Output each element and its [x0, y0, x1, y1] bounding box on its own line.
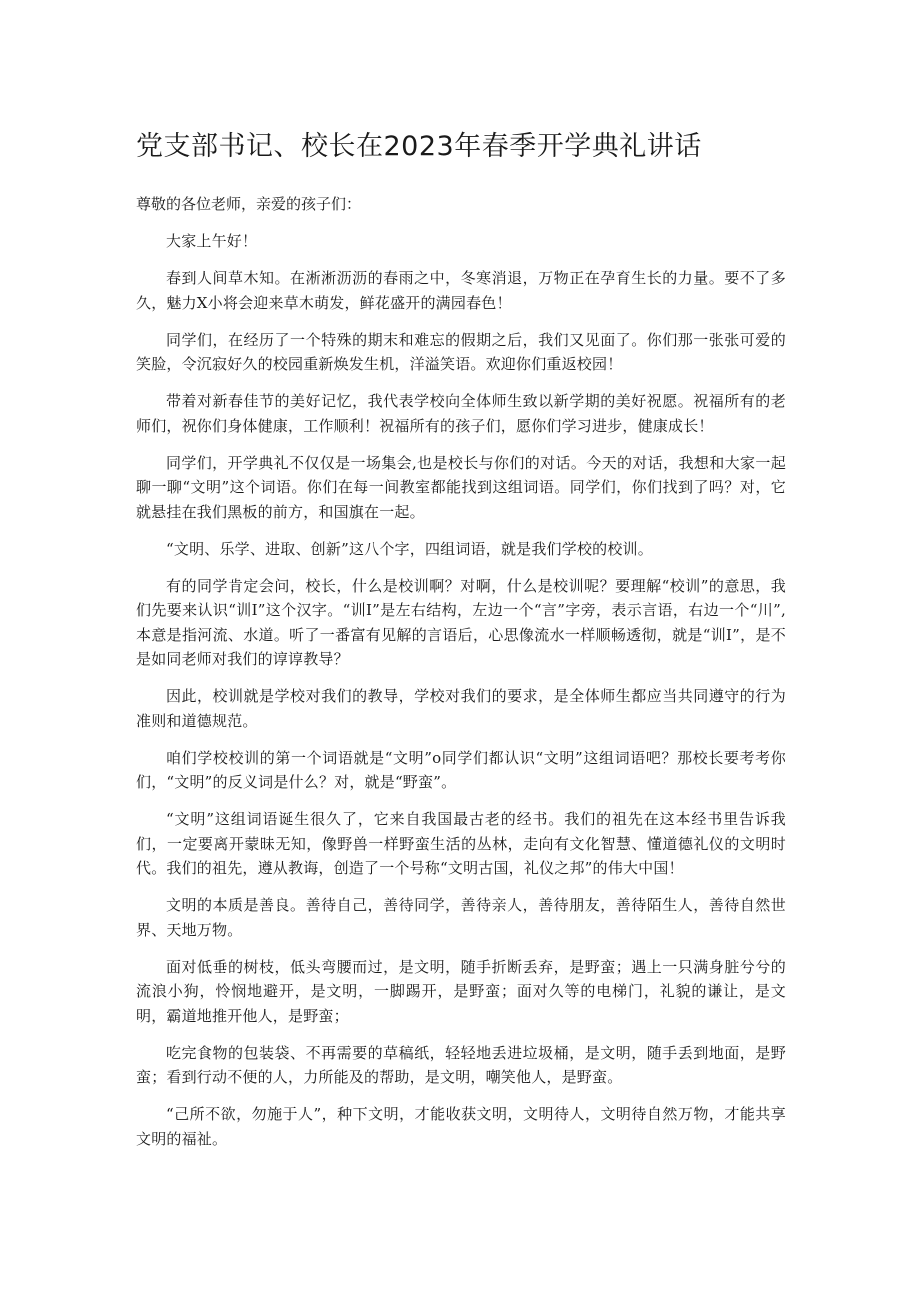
document-title: 党支部书记、校长在2023年春季开学典礼讲话	[136, 131, 702, 162]
paragraph-welcome: 同学们，在经历了一个特殊的期末和难忘的假期之后，我们又见面了。你们那一张张可爱的笑脸，令沉寂好久的校园重新焕发生机，洋溢笑语。欢迎你们重返校园！	[136, 330, 786, 373]
document-page	[136, 128, 786, 1164]
paragraph-spring: 春到人间草木知。在淅淅沥沥的春雨之中，冬寒消退，万物正在孕育生长的力量。要不了多久，魅力X小将会迎来草木萌发，鲜花盛开的满园春色！	[136, 269, 786, 312]
paragraph-motto-definition: 因此，校训就是学校对我们的教导，学校对我们的要求，是全体师生都应当共同遵守的行为准则和道德规范。	[136, 687, 786, 730]
paragraph-motto-meaning: 有的同学肯定会问，校长，什么是校训啊？对啊，什么是校训呢？要理解“校训”的意思，我们先要来认识“训I”这个汉字。“训I”是左右结构，左边一个“言”字旁，表示言语，右边一个“川”,本意是指河流、水道。听了一番富有见解的言语后，心思像流水一样顺畅透彻，就是“训I”，是不是如同老师对我们的谆谆教导？	[136, 576, 786, 668]
paragraph-examples-2: 吃完食物的包装袋、不再需要的草稿纸，轻轻地丢进垃圾桶，是文明，随手丢到地面，是野蛮；看到行动不便的人，力所能及的帮助，是文明，嘲笑他人，是野蛮。	[136, 1043, 786, 1086]
paragraph-motto: “文明、乐学、进取、创新”这八个字，四组词语，就是我们学校的校训。	[166, 539, 653, 558]
paragraph-civilization-essence: 文明的本质是善良。善待自己，善待同学，善待亲人，善待朋友，善待陌生人，善待自然世界、天地万物。	[136, 896, 786, 939]
salutation: 尊敬的各位老师，亲爱的孩子们：	[136, 195, 362, 213]
paragraph-closing: “己所不欲，勿施于人”，种下文明，才能收获文明，文明待人，文明待自然万物，才能共享文明的福祉。	[136, 1105, 786, 1148]
paragraph-dialogue: 同学们，开学典礼不仅仅是一场集会,也是校长与你们的对话。今天的对话，我想和大家一起聊一聊“文明”这个词语。你们在每一间教室都能找到这组词语。同学们，你们找到了吗？对，它就悬挂在我们黑板的前方，和国旗在一起。	[136, 453, 786, 521]
paragraph-civilization-origin: “文明”这组词语诞生很久了，它来自我国最古老的经书。我们的祖先在这本经书里告诉我们，一定要离开蒙昧无知，像野兽一样野蛮生活的丛林，走向有文化智慧、懂道德礼仪的文明时代。我们的祖先，遵从教诲，创造了一个号称“文明古国，礼仪之邦”的伟大中国！	[136, 810, 786, 877]
paragraph-examples-1: 面对低垂的树枝，低头弯腰而过，是文明，随手折断丢弃，是野蛮；遇上一只满身脏兮兮的流浪小狗，怜悯地避开，是文明，一脚踢开，是野蛮；面对久等的电梯门，礼貌的谦让，是文明，霸道地推开他人，是野蛮；	[136, 957, 786, 1025]
paragraph-civilization-antonym: 咱们学校校训的第一个词语就是“文明”o同学们都认识“文明”这组词语吧？那校长要考考你们，“文明”的反义词是什么？对，就是“野蛮”。	[136, 748, 786, 791]
paragraph-wishes: 带着对新春佳节的美好记忆，我代表学校向全体师生致以新学期的美好祝愿。祝福所有的老师们，祝你们身体健康，工作顺利！祝福所有的孩子们，愿你们学习进步，健康成长！	[136, 392, 786, 435]
paragraph-greeting: 大家上午好！	[166, 232, 258, 250]
